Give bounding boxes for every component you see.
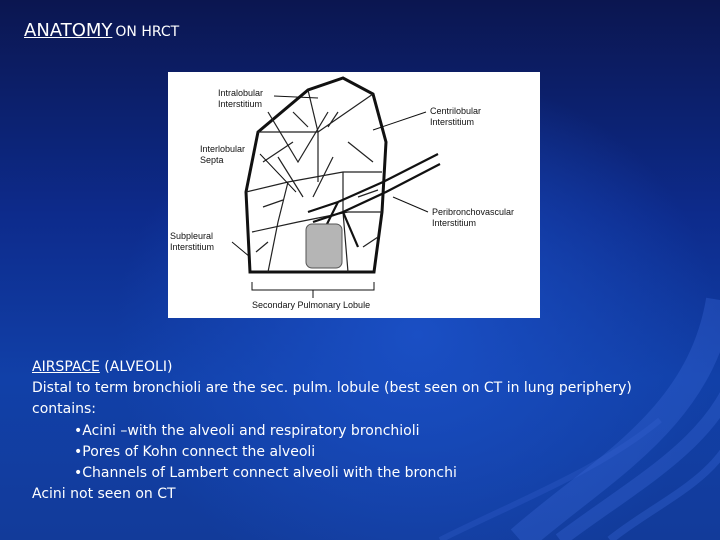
body-line-1: Distal to term bronchioli are the sec. pulm. lobule (best seen on CT in lung periphery) (32, 380, 632, 397)
body-footer-line: Acini not seen on CT (32, 486, 176, 503)
label-subpleural-line2: Interstitium (170, 242, 215, 252)
caption-bracket (252, 282, 374, 290)
label-intralobular-line2: Interstitium (218, 99, 263, 109)
label-centrilobular-line1: Centrilobular (430, 106, 482, 116)
bullet-item-channels-of-lambert: •Channels of Lambert connect alveoli with the bronchi (74, 465, 457, 482)
heading-rest: (ALVEOLI) (99, 359, 173, 375)
label-subpleural-line1: Subpleural (170, 231, 214, 241)
acinus-shaded-region (306, 224, 342, 268)
bullet-item-pores-of-kohn: •Pores of Kohn connect the alveoli (74, 443, 316, 460)
label-peribronchovascular-line1: Peribronchovascular (432, 207, 515, 217)
lobule-diagram-svg (168, 72, 540, 318)
lobule-diagram (168, 72, 540, 318)
bullet-item-acini: •Acini –with the alveoli and respiratory bronchioli (74, 422, 420, 439)
slide-title-sub: ON HRCT (115, 24, 180, 40)
body-text (32, 357, 712, 505)
slide-title (24, 6, 179, 44)
heading-underlined: AIRSPACE (32, 359, 100, 375)
label-interlobular-line2: Septa (200, 155, 224, 165)
label-interlobular-line1: Interlobular (200, 144, 246, 154)
section-heading (32, 357, 712, 378)
label-peribronchovascular-line2: Interstitium (432, 218, 477, 228)
slide-title-main: ANATOMY (24, 20, 113, 41)
label-intralobular-line1: Intralobular (218, 88, 264, 98)
label-caption: Secondary Pulmonary Lobule (252, 300, 371, 310)
label-centrilobular-line2: Interstitium (430, 117, 475, 127)
body-line-2: contains: (32, 401, 96, 418)
